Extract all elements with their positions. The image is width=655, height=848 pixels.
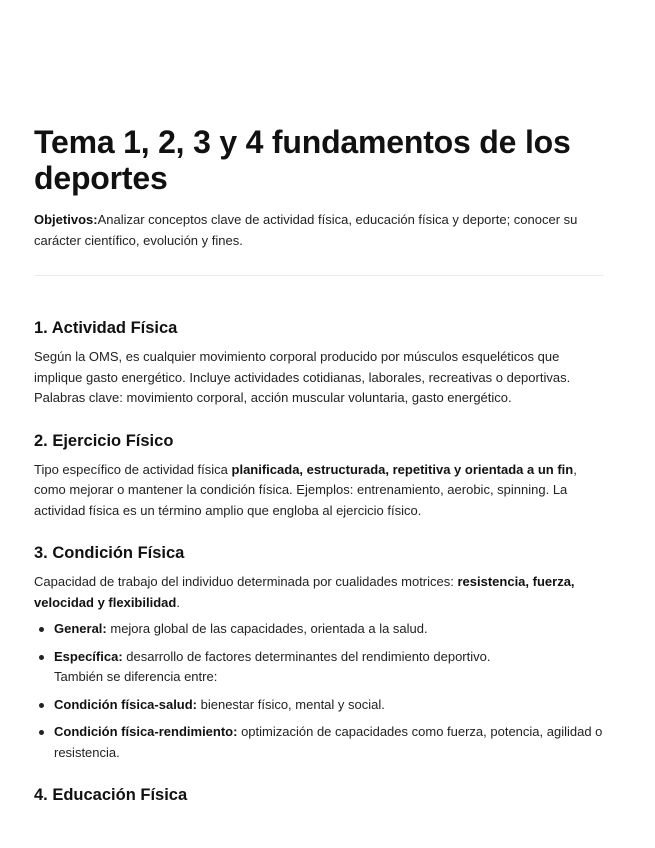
paragraph-emphasis: planificada, estructurada, repetitiva y orientada a un fin bbox=[231, 461, 574, 477]
section-ejercicio-fisico bbox=[34, 431, 604, 522]
section-condicion-fisica bbox=[34, 543, 604, 763]
list-item-text: desarrollo de factores determinantes del rendimiento deportivo. bbox=[122, 648, 491, 664]
page-title: Tema 1, 2, 3 y 4 fundamentos de los deportes bbox=[34, 124, 571, 196]
document-page bbox=[34, 0, 604, 805]
paragraph-text: , como mejorar o mantener la condición física. Ejemplos: entrenamiento, aerobic, spinning. La actividad física es un término amplio que engloba al ejercicio físico. bbox=[34, 461, 577, 518]
section-paragraph: Según la OMS, es cualquier movimiento corporal producido por músculos esqueléticos que implique gasto energético. Incluye actividades cotidianas, laborales, recreativas o deportivas. Palabras clave: movimiento corporal, acción muscular voluntaria, gasto energético. bbox=[34, 349, 571, 405]
paragraph-text: Capacidad de trabajo del individuo determinada por cualidades motrices: bbox=[34, 574, 458, 589]
section-paragraph bbox=[34, 572, 604, 613]
bullet-list bbox=[34, 619, 604, 763]
objectives-label: Objetivos: bbox=[34, 212, 98, 227]
list-item-label: Condición física-salud: bbox=[54, 696, 198, 712]
divider bbox=[34, 275, 604, 276]
objectives-text: Analizar conceptos clave de actividad física, educación física y deporte; conocer su carácter científico, evolución y fines. bbox=[34, 212, 578, 248]
paragraph-emphasis: resistencia, fuerza, velocidad y flexibilidad bbox=[34, 574, 575, 610]
section-educacion-fisica bbox=[34, 785, 604, 805]
section-heading: 1. Actividad Física bbox=[34, 319, 178, 337]
paragraph-text: Tipo específico de actividad física bbox=[34, 461, 232, 477]
list-item-text: mejora global de las capacidades, orientada a la salud. bbox=[106, 621, 428, 636]
bullet-icon bbox=[39, 627, 44, 632]
list-item bbox=[34, 647, 604, 688]
list-item-text: bienestar físico, mental y social. bbox=[197, 696, 385, 712]
list-item bbox=[34, 695, 604, 716]
list-item bbox=[34, 722, 604, 763]
bullet-icon bbox=[39, 730, 44, 735]
list-item bbox=[34, 619, 604, 640]
bullet-icon bbox=[39, 703, 44, 708]
list-item-text: optimización de capacidades como fuerza, potencia, agilidad o resistencia. bbox=[54, 724, 603, 760]
section-heading: 2. Ejercicio Físico bbox=[34, 431, 174, 450]
section-heading: 3. Condición Física bbox=[34, 544, 185, 562]
list-item-label: General: bbox=[54, 621, 107, 636]
list-item-label: Específica: bbox=[54, 648, 123, 664]
section-actividad-fisica bbox=[34, 318, 604, 409]
list-item-label: Condición física-rendimiento: bbox=[54, 724, 238, 739]
section-paragraph bbox=[34, 460, 604, 522]
list-item-extra: También se diferencia entre: bbox=[54, 669, 218, 684]
paragraph-text: . bbox=[176, 594, 180, 610]
objectives-paragraph bbox=[34, 209, 604, 251]
bullet-icon bbox=[39, 655, 44, 660]
section-heading: 4. Educación Física bbox=[34, 786, 188, 804]
